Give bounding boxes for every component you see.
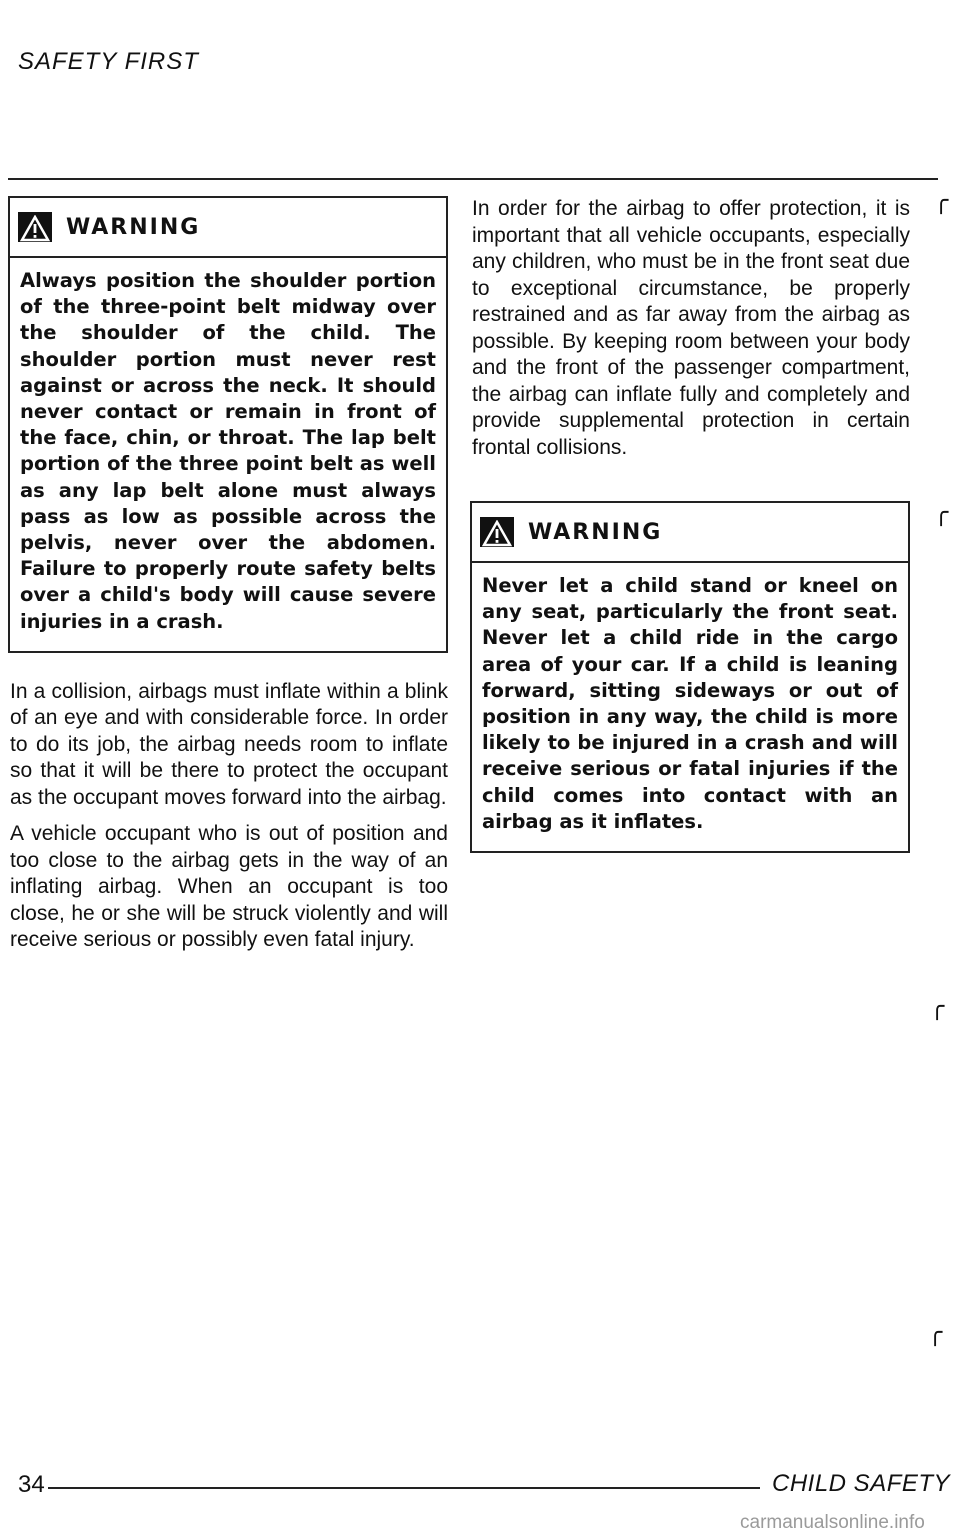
running-foot: CHILD SAFETY xyxy=(772,1470,951,1497)
margin-scan-mark: ╭ xyxy=(928,1318,943,1346)
warning-box-left xyxy=(8,196,448,653)
warning-box-right xyxy=(470,501,910,853)
left-column xyxy=(8,196,448,964)
warning-text: Never let a child stand or kneel on any seat, particularly the front seat. Never let a child ride in the cargo area of your car. If a child is leaning forward, sitting sideways or out of position in any way, the child is more likely to be injured in a crash and will receive serious or fatal injuries if the child comes into contact with an airbag as it inflates. xyxy=(482,574,898,833)
warning-title: WARNING xyxy=(528,519,663,545)
margin-scan-mark: ╭ xyxy=(934,498,949,526)
body-paragraph: In order for the airbag to offer protection, it is important that all vehicle occupants, especially any children, who must be in the front seat due to exceptional circumstance, be properly restrained and as far away from the airbag as possible. By keeping room between your body and the front of the passenger compartment, the airbag can inflate fully and completely and provide supplemental protection in certain frontal collisions. xyxy=(472,197,910,459)
margin-scan-mark: ╭ xyxy=(934,186,949,214)
warning-header xyxy=(10,198,446,258)
warning-title: WARNING xyxy=(66,214,201,240)
page-number: 34 xyxy=(18,1471,45,1498)
warning-text: Always position the shoulder portion of the three-point belt midway over the shoulder of the child. The shoulder portion must never rest against or across the neck. It should never contact or remain in front of the face, chin, or throat. The lap belt portion of the three point belt as well as any lap belt alone must always pass as low as possible across the pelvis, never over the abdomen. Failure to properly route safety belts over a child's body will cause severe injuries in a crash. xyxy=(20,269,436,633)
body-paragraph: A vehicle occupant who is out of position and too close to the airbag gets in the way of an inflating airbag. When an occupant is too close, he or she will be struck violently and will receive serious or possibly even fatal injury. xyxy=(10,822,448,952)
running-head: SAFETY FIRST xyxy=(18,48,199,75)
warning-triangle-icon xyxy=(18,212,52,242)
warning-header xyxy=(472,503,908,563)
margin-scan-mark: ╭ xyxy=(930,992,945,1020)
right-column xyxy=(470,196,910,853)
top-rule xyxy=(8,178,938,180)
body-paragraph: In a collision, airbags must inflate within a blink of an eye and with considerable force. In order to do its job, the airbag needs room to inflate so that it will be there to protect the occupant as the occupant moves forward into the airbag. xyxy=(10,679,448,809)
warning-triangle-icon xyxy=(480,517,514,547)
footer-rule xyxy=(48,1487,760,1489)
watermark: carmanualsonline.info xyxy=(740,1512,925,1533)
